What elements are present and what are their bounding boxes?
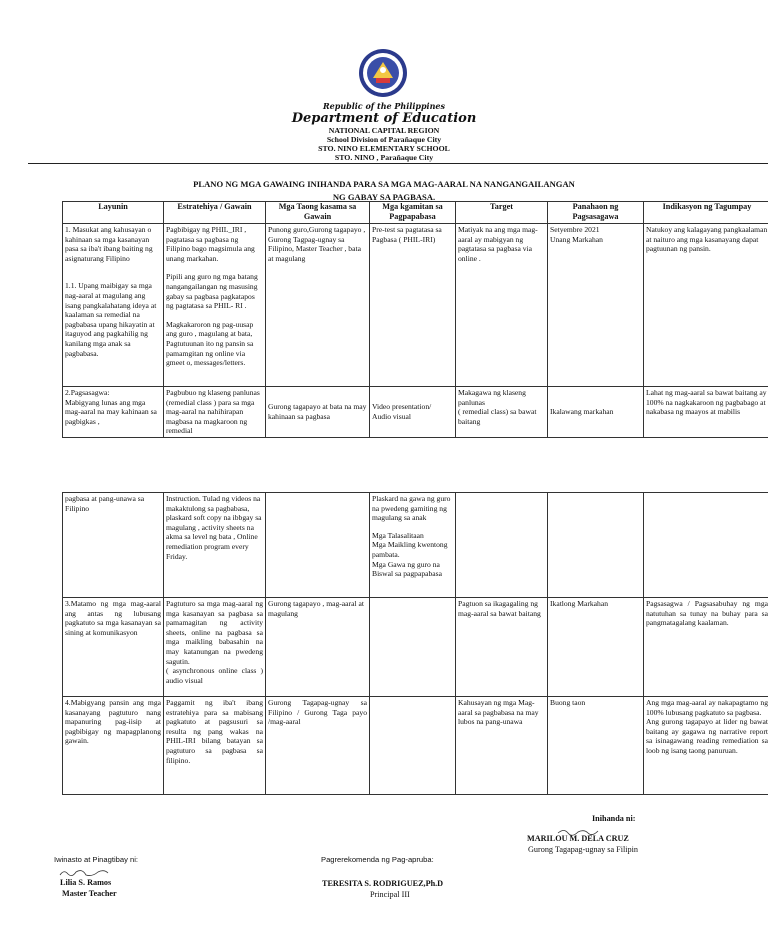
taong-kasama-cell [266,493,370,598]
target-cell [456,493,548,598]
indikasyon-cell: Lahat ng mag-aaral sa bawat baitang ay 100% na nagkakaroon ng pagbabago at nakabasa ng maayos at mabilis [644,387,768,438]
indikasyon-cell: Pagsasagwa / Pagsasabuhay ng mga natutuhan sa tunay na buhay para sa pangmatagalang kaalaman. [644,598,768,697]
layunin-cell: pagbasa at pang-unawa sa Filipino [63,493,164,598]
plan-table-1 [62,201,768,438]
panahon-cell [548,493,644,598]
recommend-name: TERESITA S. RODRIGUEZ,Ph.D [322,879,444,888]
kagamitan-cell [370,598,456,697]
taong-kasama-cell: Punong guro,Gurong tagapayo , Gurong Tagpag-ugnay sa Filipino, Master Teacher , bata at magulang [266,224,370,387]
department-title: Department of Education [291,111,477,126]
indikasyon-cell: Natukoy ang kalagayang pangkaalaman at naituro ang mga kasanayang dapat pagtuunan ng pansin. [644,224,768,387]
col-estratehiya: Estratehiya / Gawain [164,202,266,224]
prepared-role: Gurong Tagapag-ugnay sa Filipin [528,845,639,854]
col-layunin: Layunin [63,202,164,224]
panahon-cell: Ikalawang markahan [548,387,644,438]
region-text: NATIONAL CAPITAL REGION [328,126,440,135]
col-panahon: Panahaon ng Pagsasagawa [548,202,644,224]
table-row [63,697,768,795]
col-taong-kasama: Mga Taong kasama sa Gawain [266,202,370,224]
prepared-signature [556,824,600,834]
table-header-row [63,202,768,224]
checked-label: Iwinasto at Pinagtibay ni: [54,855,139,864]
recommend-role: Principal III [370,890,410,899]
estratehiya-cell: Pagtuturo sa mga mag-aaral ng mga kasanayan sa pagbasa sa pamamagitan ng activity sheets, online na pagbasa sa mga maikling babasahin na may katanungan na pwedeng sagutin. ( asynchronous online class ) audio visual [164,598,266,697]
panahon-cell: Buong taon [548,697,644,795]
deped-seal-logo [358,48,408,98]
taong-kasama-cell: Gurong tagapayo , mag-aaral at magulang [266,598,370,697]
kagamitan-cell [370,697,456,795]
layunin-cell: 2.Pagsasagwa: Mabigyang lunas ang mga mag-aaral na may kahinaan sa pagbigkas , [63,387,164,438]
prepared-name: MARILOU M. DELA CRUZ [527,834,629,843]
col-kagamitan: Mga kgamitan sa Pagpapabasa [370,202,456,224]
target-cell: Kahusayan ng mga Mag-aaral sa pagbabasa na may lubos na pang-unawa [456,697,548,795]
estratehiya-cell: Paggamit ng iba't ibang estratehiya para sa mabisang pagkatuto at pagsusuri sa resulta ng pang wakas na PHIL-IRI bilang batayan sa pagtuturo sa pagbasa sa filipino. [164,697,266,795]
estratehiya-cell: Instruction. Tulad ng videos na makaktulong sa pagbabasa, plaskard soft copy na ibbgay sa magulang , activity sheets na akma sa level ng bata , Online remediation program every Friday. [164,493,266,598]
kagamitan-cell: Pre-test sa pagtatasa sa Pagbasa ( PHIL-IRI) [370,224,456,387]
estratehiya-cell: Pagbibigay ng PHIL_IRI , pagtatasa sa pagbasa ng Filipino bago magsimula ang unang markahan. Pipili ang guro ng mga batang nangangailangan ng masusing gabay sa pagbasa pagkatapos ng pagtatasa sa PHIL- RI . Magkakaroron ng pag-uusap ang guro , magulang at bata, Pagtutuunan ito ng pansin sa pamamgitan ng online via gmeet o, messages/letters. [164,224,266,387]
republic-text: Republic of the Philippines [322,101,445,111]
school-text: STO. NINO ELEMENTARY SCHOOL [318,144,450,153]
table-row [63,224,768,387]
layunin-cell: 4.Mabigyang pansin ang mga kasanayang pagtuturo nang mapanuring pag-iisip at pagbibigay ng mapagplanong gawain. [63,697,164,795]
layunin-cell: 1. Masukat ang kahusayan o kahinaan sa mga kasanayan pasa sa iba't ibang baiting ng asignaturang Filipino 1.1. Upang maibigay sa mga nag-aaral at magulang ang isang pangkalahatang ideya at kaalaman sa remedial na pagbabasa upang hikayatin at itaguyod ang pagkahilig ng kanilang mga anak sa pagbabasa. [63,224,164,387]
estratehiya-cell: Pagbubuo ng klaseng panlunas (remedial class ) para sa mga mag-aaral na nahihirapan magbasa na magkaroon ng remedial [164,387,266,438]
target-cell: Matiyak na ang mga mag-aaral ay mabigyan ng pagtatasa sa pagbasa via online . [456,224,548,387]
checked-name: Lilia S. Ramos [60,878,112,887]
checked-signature [58,866,110,878]
checked-role: Master Teacher [62,889,117,898]
plan-table-2 [62,492,768,795]
recommend-label: Pagrerekomenda ng Pag-apruba: [321,855,434,864]
taong-kasama-cell: Gurong Tagapag-ugnay sa Filipino / Gurong Taga payo /mag-aaral [266,697,370,795]
layunin-cell: 3.Matamo ng mga mag-aaral ang antas ng lubusang pagkatuto sa mga kasanayan sa sining at komunikasyon [63,598,164,697]
indikasyon-cell [644,493,768,598]
col-target: Target [456,202,548,224]
indikasyon-cell: Ang mga mag-aaral ay nakapagtamo ng 100% lubusang pagkatuto sa pagbasa. Ang gurong tagapayo at lider ng bawat baitang ay gagawa ng narrative report sa isinagawang reading remediation sa loob ng isang taong panuruan. [644,697,768,795]
header-divider [28,163,768,164]
prepared-label: Inihanda ni: [592,814,636,823]
table-row [63,493,768,598]
table-row [63,598,768,697]
kagamitan-cell: Plaskard na gawa ng guro na pwedeng gamiting ng magulang sa anak Mga Talasalitaan Mga Maikling kwentong pambata. Mga Gawa ng guro na Biswal sa pagpapabasa [370,493,456,598]
col-indikasyon: Indikasyon ng Tagumpay [644,202,768,224]
taong-kasama-cell: Gurong tagapayo at bata na may kahinaan sa pagbasa [266,387,370,438]
target-cell: Makagawa ng klaseng panlunas ( remedial class) sa bawat baitang [456,387,548,438]
kagamitan-cell: Video presentation/ Audio visual [370,387,456,438]
target-cell: Pagtuon sa ikagagaling ng mag-aaral sa bawat baitang [456,598,548,697]
document-title: PLANO NG MGA GAWAING INIHANDA PARA SA MGA MAG-AARAL NA NANGANGAILANGAN NG GABAY SA PAGBASA. [193,179,575,202]
division-text: School Division of Parañaque City [326,135,442,144]
panahon-cell: Ikatlong Markahan [548,598,644,697]
address-text: STO. NINO , Parañaque City [334,153,434,162]
panahon-cell: Setyembre 2021 Unang Markahan [548,224,644,387]
table-row [63,387,768,438]
